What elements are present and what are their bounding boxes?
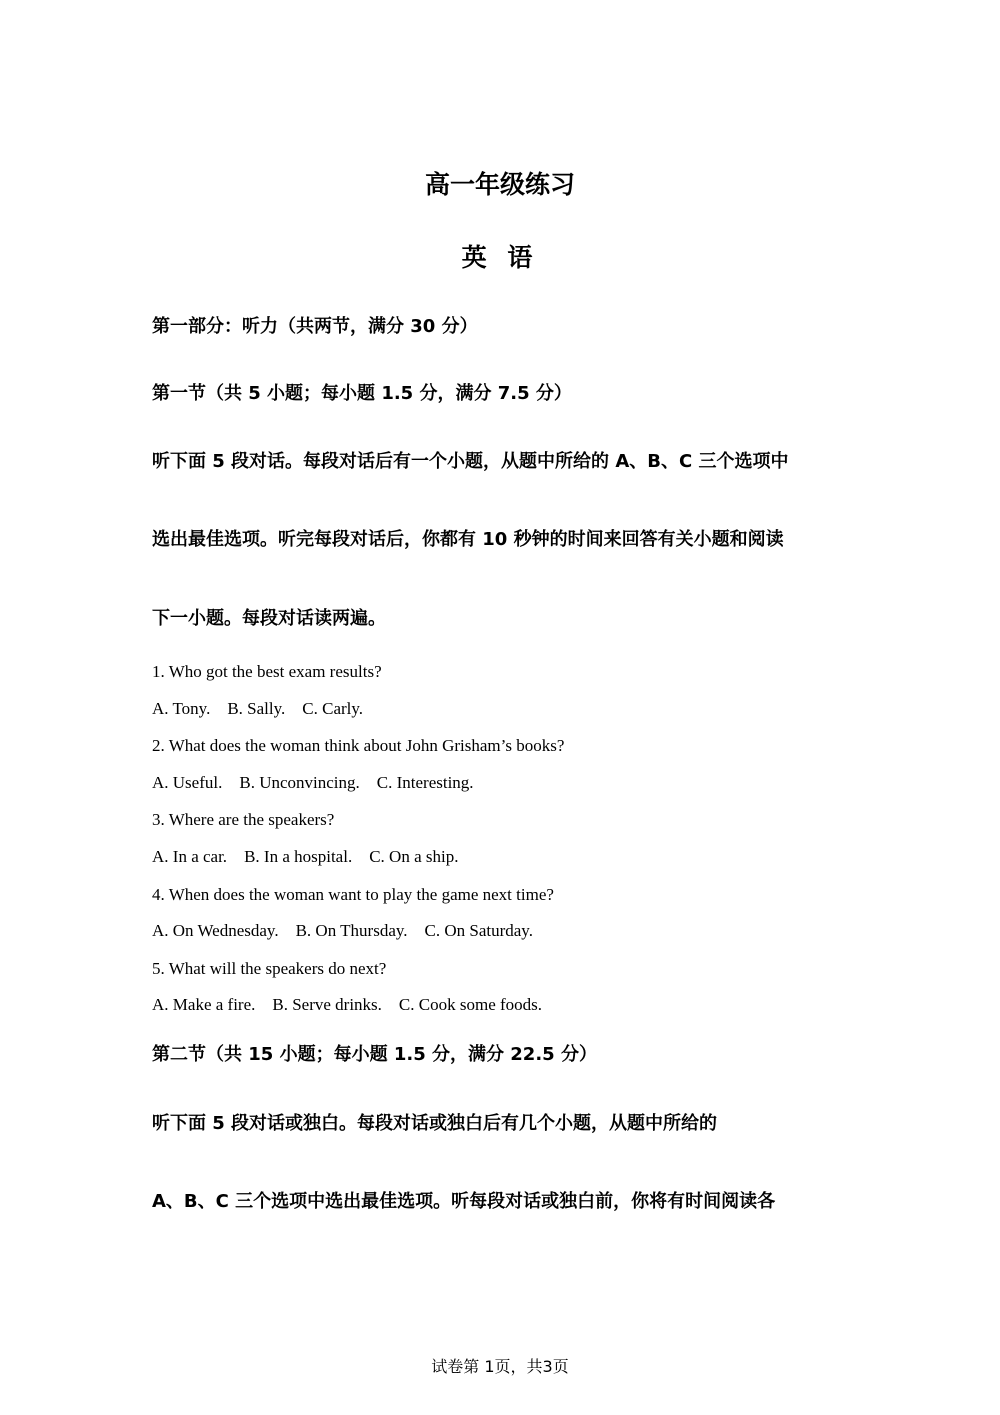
section1-instruction-line: 听下面 5 段对话。每段对话后有一个小题，从题中所给的 A、B、C 三个选项中 <box>152 451 789 472</box>
question-2: 2. What does the woman think about John Grisham’s books? <box>152 736 565 755</box>
option-c: C. Interesting. <box>376 773 474 792</box>
option-a: A. On Wednesday. <box>152 921 279 940</box>
option-c: C. Cook some foods. <box>398 995 543 1014</box>
option-b: B. Unconvincing. <box>239 773 360 792</box>
section2-heading: 第二节（共 15 小题；每小题 1.5 分，满分 22.5 分） <box>152 1044 597 1065</box>
part1-heading: 第一部分：听力（共两节，满分 30 分） <box>152 316 478 337</box>
option-a: A. In a car. <box>152 847 228 866</box>
question-3: 3. Where are the speakers? <box>152 810 335 829</box>
section1-instruction-line: 选出最佳选项。听完每段对话后，你都有 10 秒钟的时间来回答有关小题和阅读 <box>152 529 784 550</box>
option-b: B. In a hospital. <box>244 847 353 866</box>
option-b: B. Sally. <box>227 699 286 718</box>
exam-title: 高一年级练习 <box>424 170 575 199</box>
page-footer: 试卷第 1页，共3页 <box>431 1357 569 1376</box>
question-3-options <box>152 846 475 868</box>
option-c: C. Carly. <box>302 699 364 718</box>
option-b: B. On Thursday. <box>295 921 408 940</box>
option-a: A. Make a fire. <box>152 995 256 1014</box>
question-1: 1. Who got the best exam results? <box>152 662 382 681</box>
option-b: B. Serve drinks. <box>272 995 382 1014</box>
question-2-options <box>152 772 491 794</box>
section1-instruction-line: 下一小题。每段对话读两遍。 <box>152 608 386 629</box>
option-c: C. On Saturday. <box>424 921 533 940</box>
question-4: 4. When does the woman want to play the game next time? <box>152 885 554 904</box>
question-5: 5. What will the speakers do next? <box>152 959 387 978</box>
option-a: A. Useful. <box>152 773 223 792</box>
section2-instruction-line: A、B、C 三个选项中选出最佳选项。听每段对话或独白前，你将有时间阅读各 <box>152 1191 776 1212</box>
question-5-options <box>152 994 559 1016</box>
option-a: A. Tony. <box>152 699 211 718</box>
option-c: C. On a ship. <box>369 847 459 866</box>
section2-instruction-line: 听下面 5 段对话或独白。每段对话或独白后有几个小题，从题中所给的 <box>152 1113 718 1134</box>
section1-heading: 第一节（共 5 小题；每小题 1.5 分，满分 7.5 分） <box>152 383 572 404</box>
question-1-options <box>152 698 380 720</box>
subject-title: 英 语 <box>461 243 539 272</box>
question-4-options <box>152 920 550 942</box>
